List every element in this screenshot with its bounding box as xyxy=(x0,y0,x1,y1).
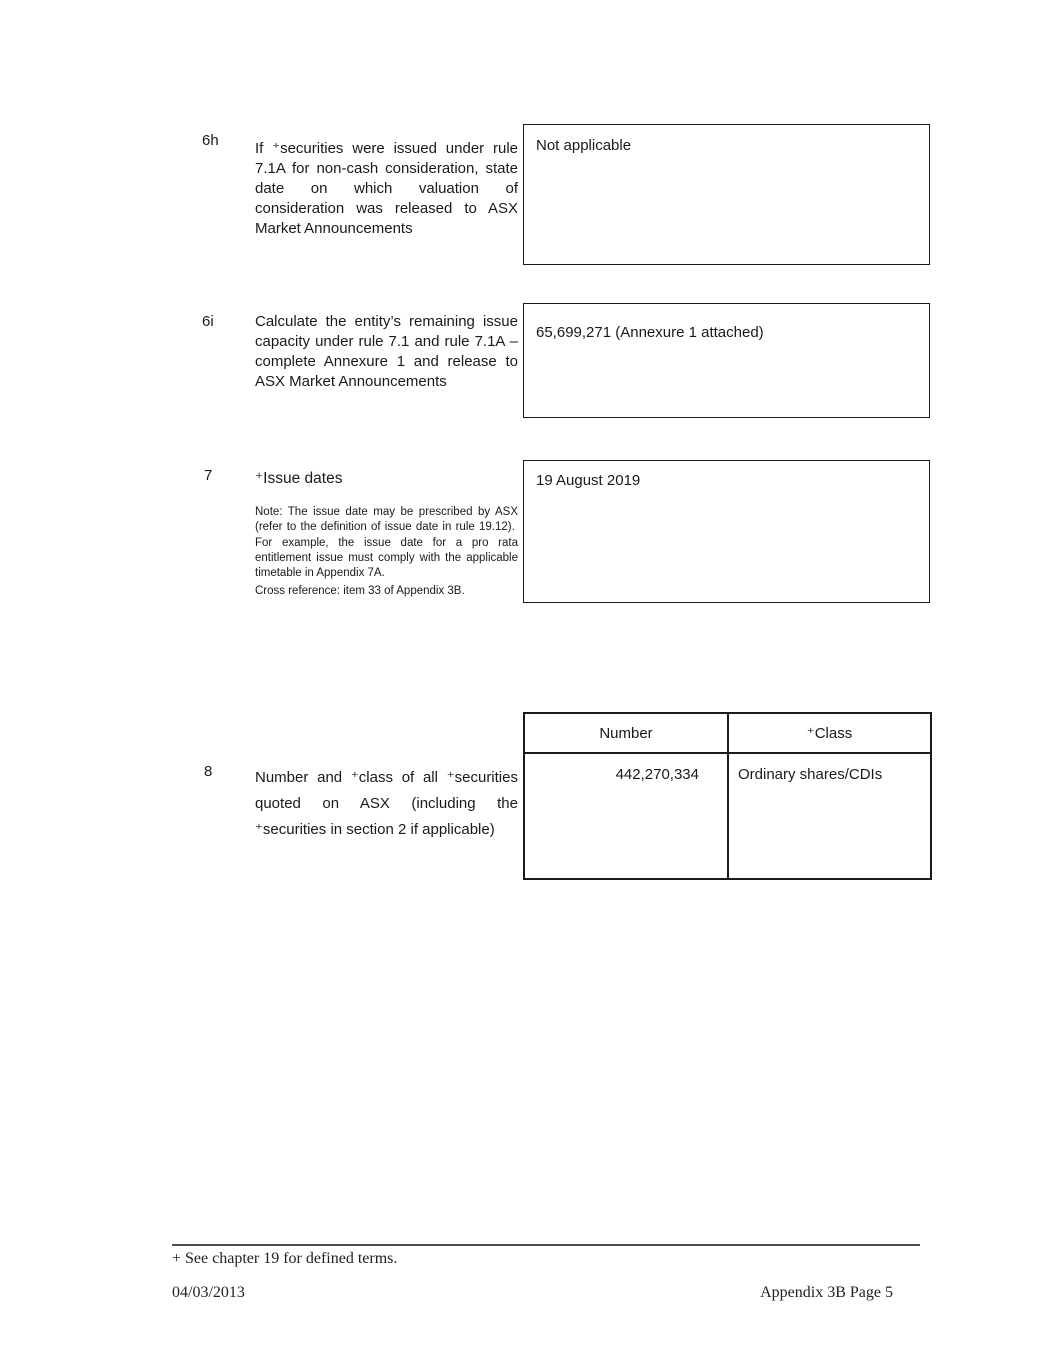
item-8-table-header-number: Number xyxy=(524,713,728,753)
item-7-cross-reference: Cross reference: item 33 of Appendix 3B. xyxy=(255,585,465,597)
item-8-table-header-class: ⁺Class xyxy=(728,713,931,753)
item-8-table-row xyxy=(524,753,931,879)
item-8-class-value: Ordinary shares/CDIs xyxy=(728,753,931,879)
item-6i-number: 6i xyxy=(202,313,214,330)
item-6i-answer: 65,699,271 (Annexure 1 attached) xyxy=(536,324,764,341)
item-7-number: 7 xyxy=(204,467,213,484)
item-7-answer: 19 August 2019 xyxy=(536,472,641,489)
item-6h-answer-box xyxy=(523,124,930,265)
item-6h-question: If ⁺securities were issued under rule 7.1A for non-cash consideration, state date on which valuation of consideration was released to ASX Market Announcements xyxy=(255,140,518,237)
item-8-table xyxy=(523,712,932,880)
item-8-question: Number and ⁺class of all ⁺securities quoted on ASX (including the ⁺securities in section 2 if applicable) xyxy=(255,769,518,838)
footer-divider xyxy=(172,1244,920,1246)
item-6h-answer: Not applicable xyxy=(536,137,632,154)
item-7-answer-box xyxy=(523,460,930,603)
footer-page-label: Appendix 3B Page 5 xyxy=(760,1284,893,1301)
item-8-table-header-row xyxy=(524,713,931,753)
item-7-note: Note: The issue date may be prescribed by ASX (refer to the definition of issue date in rule 19.12). For example, the issue date for a pro rata entitlement issue must comply with the applicable timetable in Appendix 7A. xyxy=(255,506,518,580)
item-8-number: 8 xyxy=(204,763,213,780)
footer-date: 04/03/2013 xyxy=(172,1284,245,1301)
item-6i-answer-box xyxy=(523,303,930,418)
item-8-number-value: 442,270,334 xyxy=(524,753,728,879)
item-6i-question: Calculate the entity’s remaining issue capacity under rule 7.1 and rule 7.1A – complete Annexure 1 and release to ASX Market Announcements xyxy=(255,313,518,390)
item-6h-number: 6h xyxy=(202,132,219,149)
footer-footnote: + See chapter 19 for defined terms. xyxy=(172,1250,398,1267)
item-7-heading: ⁺Issue dates xyxy=(255,470,343,487)
